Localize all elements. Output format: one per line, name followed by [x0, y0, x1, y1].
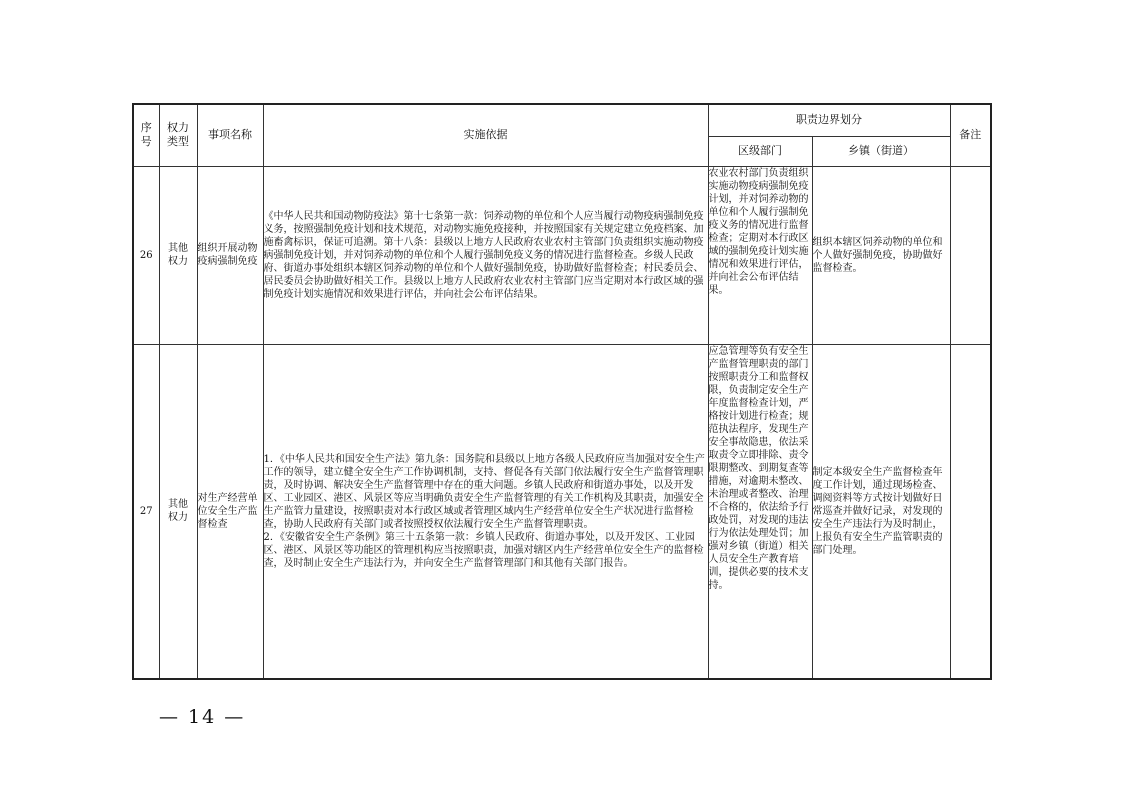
header-town: 乡镇（街道）	[812, 136, 950, 166]
row-item-name: 对生产经营单位安全生产监督检查	[197, 344, 263, 679]
row-basis: 1．《中华人民共和国安全生产法》第九条：国务院和县级以上地方各级人民政府应当加强对安全生产工作的领导，建立健全安全生产工作协调机制，支持、督促各有关部门依法履行安全生产监督管理职责，及时协调、解决安全生产监督管理中存在的重大问题。乡镇人民政府和街道办事处，以及开发区、工业园区、港区、风景区等应当明确负责安全生产监督管理的有关工作机构及其职责，加强安全生产监管力量建设，按照职责对本行政区域或者管理区域内生产经营单位安全生产状况进行监督检查，协助人民政府有关部门或者按照授权依法履行安全生产监督管理职责。 2．《安徽省安全生产条例》第三十五条第一款：乡镇人民政府、街道办事处，以及开发区、工业园区、港区、风景区等功能区的管理机构应当按照职责，加强对辖区内生产经营单位安全生产的监督检查，及时制止安全生产违法行为，并向安全生产监督管理部门和其他有关部门报告。	[263, 344, 708, 679]
row-remark	[950, 344, 991, 679]
row-seq: 26	[133, 166, 159, 344]
header-power-type-text: 权力 类型	[167, 121, 189, 149]
row-power-type	[159, 344, 197, 679]
header-item-name: 事项名称	[197, 104, 263, 166]
row-seq: 27	[133, 344, 159, 679]
header-power-type	[159, 104, 197, 166]
row-remark	[950, 166, 991, 344]
page-number: — 14 —	[159, 706, 246, 728]
header-seq-text: 序 号	[140, 121, 152, 149]
table-row	[133, 166, 991, 344]
row-power-type-text: 其他 权力	[168, 243, 188, 267]
row-item-name: 组织开展动物疫病强制免疫	[197, 166, 263, 344]
row-town: 制定本级安全生产监督检查年度工作计划，通过现场检查、调阅资料等方式按计划做好日常巡查并做好记录，对发现的安全生产违法行为及时制止，上报负有安全生产监管职责的部门处理。	[812, 344, 950, 679]
header-remark: 备注	[950, 104, 991, 166]
header-seq	[133, 104, 159, 166]
row-town: 组织本辖区饲养动物的单位和个人做好强制免疫，协助做好监督检查。	[812, 166, 950, 344]
row-power-type	[159, 166, 197, 344]
header-district-dept: 区级部门	[708, 136, 812, 166]
row-power-type-text: 其他 权力	[168, 499, 188, 524]
header-basis: 实施依据	[263, 104, 708, 166]
table-row	[133, 344, 991, 679]
header-duty-division: 职责边界划分	[708, 104, 950, 136]
row-district-dept: 应急管理等负有安全生产监督管理职责的部门按照职责分工和监督权限，负责制定安全生产年度监督检查计划，严格按计划进行检查；规范执法程序，发现生产安全事故隐患，依法采取责令立即排除、责令限期整改、到期复查等措施，对逾期未整改、未治理或者整改、治理不合格的，依法给予行政处罚，对发现的违法行为依法处理处罚；加强对乡镇（街道）相关人员安全生产教育培训，提供必要的技术支持。	[708, 344, 812, 679]
duty-list-table	[132, 103, 992, 680]
row-basis: 《中华人民共和国动物防疫法》第十七条第一款：饲养动物的单位和个人应当履行动物疫病强制免疫义务，按照强制免疫计划和技术规范，对动物实施免疫接种，并按照国家有关规定建立免疫档案、加施畜禽标识，保证可追溯。第十八条：县级以上地方人民政府农业农村主管部门负责组织实施动物疫病强制免疫计划，并对饲养动物的单位和个人履行强制免疫义务的情况进行监督检查。乡级人民政府、街道办事处组织本辖区饲养动物的单位和个人做好强制免疫，协助做好监督检查；村民委员会、居民委员会协助做好相关工作。县级以上地方人民政府农业农村主管部门应当定期对本行政区域的强制免疫计划实施情况和效果进行评估，并向社会公布评估结果。	[263, 166, 708, 344]
row-district-dept: 农业农村部门负责组织实施动物疫病强制免疫计划，并对饲养动物的单位和个人履行强制免疫义务的情况进行监督检查；定期对本行政区域的强制免疫计划实施情况和效果进行评估，并向社会公布评估结果。	[708, 166, 812, 344]
